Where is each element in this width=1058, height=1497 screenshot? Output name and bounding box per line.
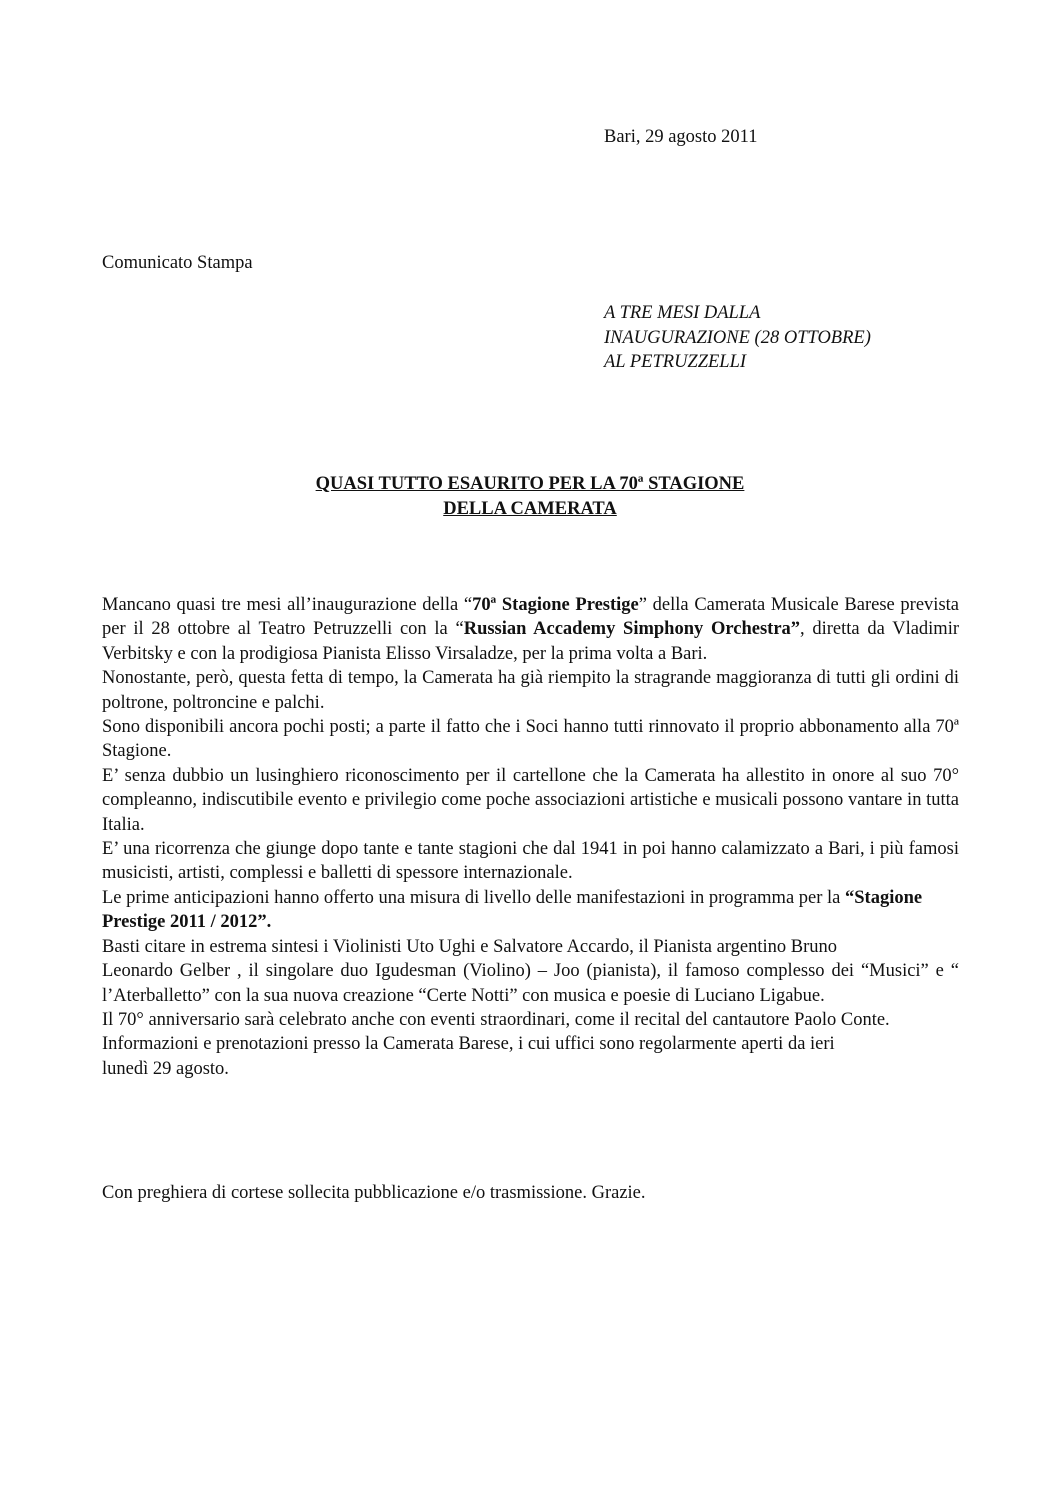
letter-date: Bari, 29 agosto 2011 <box>604 127 758 147</box>
subject-line: A TRE MESI DALLA <box>604 303 761 323</box>
paragraph-anticipations: Le prime anticipazioni hanno offerto una misura di livello delle manifestazioni in programma per la “Stagione Prestige 2011 / 2012”. <box>102 887 923 933</box>
paragraph-artists: Basti citare in estrema sintesi i Violinisti Uto Ughi e Salvatore Accardo, il Pianista argentino Bruno Leonardo Gelber , il singolare duo Igudesman (Violino) – Joo (pianista), il famoso complesso dei “Musici” e “ l’Aterballetto” con la sua nuova creazione “Certe Notti” con musica e poesie di Luciano Ligabue. <box>102 936 959 1006</box>
heading-line: DELLA CAMERATA <box>443 499 617 519</box>
paragraph-inauguration: Mancano quasi tre mesi all’inaugurazione della “70ª Stagione Prestige” della Camerata Musicale Barese prevista per il 28 ottobre al Teatro Petruzzelli con la “Russian Accademy Simphony Orchestra”, diretta da Vladimir Verbitsky e con la prodigiosa Pianista Elisso Virsaladze, per la prima volta a Bari. <box>102 595 959 664</box>
paragraph-anniversary-events: Il 70° anniversario sarà celebrato anche con eventi straordinari, come il recital del cantautore Paolo Conte. <box>102 1009 890 1030</box>
press-release-heading <box>102 472 958 522</box>
subject-line: INAUGURAZIONE (28 OTTOBRE) <box>604 327 871 348</box>
subject-block <box>604 301 871 375</box>
paragraph-recognition: E’ senza dubbio un lusinghiero riconoscimento per il cartellone che la Camerata ha allestito in onore al suo 70° compleanno, indiscutibile evento e privilegio come poche associazioni artistiche e musicali possono vantare in tutta Italia. <box>102 765 959 835</box>
subject-line: AL PETRUZZELLI <box>604 352 747 372</box>
body-text <box>102 593 959 1081</box>
document-type-label: Comunicato Stampa <box>102 253 253 273</box>
closing-line: Con preghiera di cortese sollecita pubblicazione e/o trasmissione. Grazie. <box>102 1183 646 1203</box>
heading-line: QUASI TUTTO ESAURITO PER LA 70ª STAGIONE <box>315 474 745 494</box>
paragraph-seats-filled: Nonostante, però, questa fetta di tempo, la Camerata ha già riempito la stragrande maggioranza di tutti gli ordini di poltrone, poltroncine e palchi. <box>102 668 959 713</box>
paragraph-information: Informazioni e prenotazioni presso la Camerata Barese, i cui uffici sono regolarmente aperti da ieri lunedì 29 agosto. <box>102 1034 835 1079</box>
paragraph-availability: Sono disponibili ancora pochi posti; a parte il fatto che i Soci hanno tutti rinnovato il proprio abbonamento alla 70ª Stagione. <box>102 717 959 762</box>
paragraph-history: E’ una ricorrenza che giunge dopo tante e tante stagioni che dal 1941 in poi hanno calamizzato a Bari, i più famosi musicisti, artisti, complessi e balletti di spessore internazionale. <box>102 839 959 884</box>
